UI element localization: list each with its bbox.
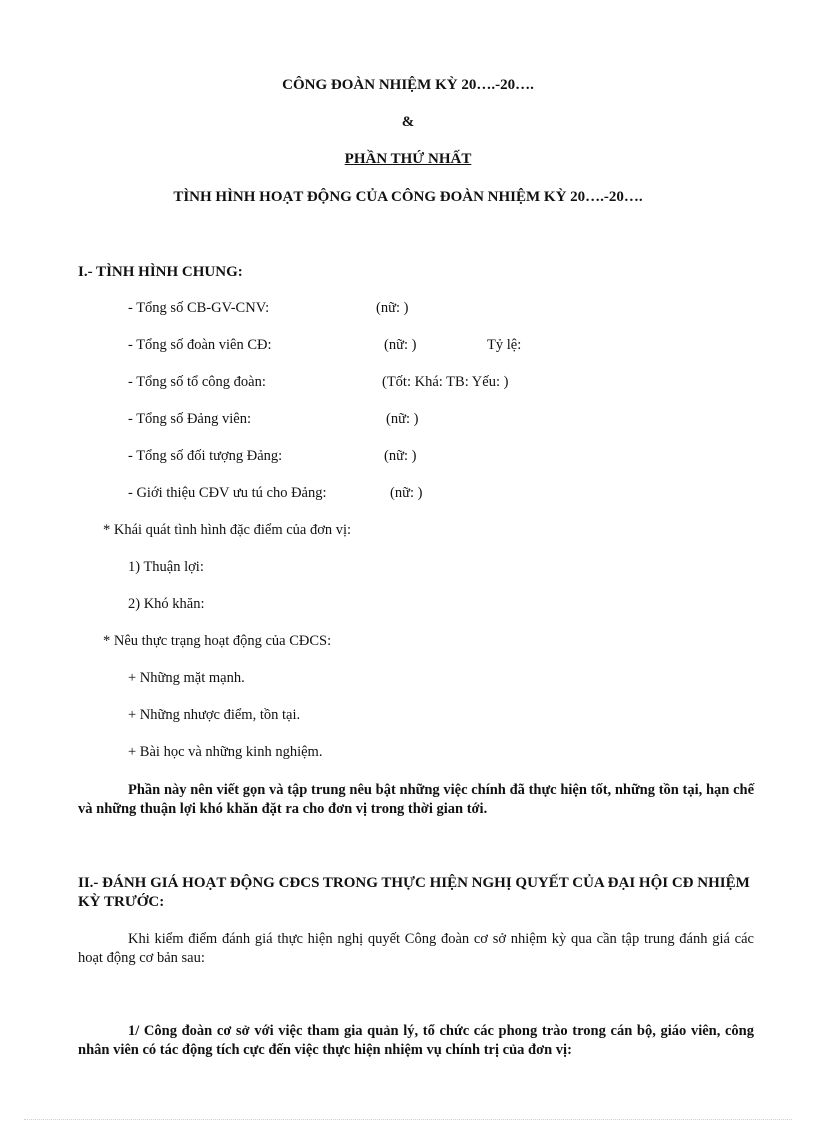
- list-item: + Bài học và những kinh nghiệm.: [128, 744, 323, 760]
- document-subtitle: TÌNH HÌNH HOẠT ĐỘNG CỦA CÔNG ĐOÀN NHIỆM KỲ 20….-20….: [173, 189, 643, 205]
- stat-value: (nữ: ): [386, 411, 419, 427]
- stat-label: - Tổng số đoàn viên CĐ:: [128, 337, 272, 353]
- stat-label: - Tổng số đối tượng Đảng:: [128, 448, 283, 464]
- section-1-note: Phần này nên viết gọn và tập trung nêu bật những việc chính đã thực hiện tốt, những tồn tại, hạn chế và những thuận lợi khó khăn đặt ra cho đơn vị trong thời gian tới.: [78, 782, 754, 817]
- stat-value: (nữ: ): [384, 448, 417, 464]
- stat-label: - Tổng số CB-GV-CNV:: [128, 300, 270, 316]
- stat-label: - Tổng số tổ công đoàn:: [128, 374, 266, 390]
- status-heading: * Nêu thực trạng hoạt động của CĐCS:: [103, 633, 332, 649]
- section-2-intro: Khi kiểm điểm đánh giá thực hiện nghị quyết Công đoàn cơ sở nhiệm kỳ qua cần tập trung đánh giá các hoạt động cơ bản sau:: [78, 931, 754, 966]
- list-item: + Những nhược điểm, tồn tại.: [128, 707, 301, 723]
- stat-label: - Tổng số Đảng viên:: [128, 411, 251, 427]
- list-item: 2) Khó khăn:: [128, 596, 205, 612]
- ampersand: &: [401, 114, 415, 130]
- section-1-heading: I.- TÌNH HÌNH CHUNG:: [78, 264, 243, 280]
- stat-extra: Tỷ lệ:: [487, 337, 522, 353]
- overview-heading: * Khái quát tình hình đặc điểm của đơn vị:: [103, 522, 352, 538]
- page-bottom-border: [24, 1119, 792, 1120]
- stat-value: (nữ: ): [390, 485, 423, 501]
- stat-value: (nữ: ): [376, 300, 409, 316]
- list-item: + Những mặt mạnh.: [128, 670, 245, 686]
- list-item: 1) Thuận lợi:: [128, 559, 204, 575]
- part-title: PHẦN THỨ NHẤT: [344, 151, 472, 167]
- stat-value: (nữ: ): [384, 337, 417, 353]
- section-2-heading: II.- ĐÁNH GIÁ HOẠT ĐỘNG CĐCS TRONG THỰC HIỆN NGHỊ QUYẾT CỦA ĐẠI HỘI CĐ NHIỆM KỲ TRƯỚC:: [78, 875, 750, 910]
- document-title: CÔNG ĐOÀN NHIỆM KỲ 20….-20….: [282, 77, 534, 93]
- section-2-item-1: 1/ Công đoàn cơ sở với việc tham gia quản lý, tổ chức các phong trào trong cán bộ, giáo viên, công nhân viên có tác động tích cực đến việc thực hiện nhiệm vụ chính trị của đơn vị:: [78, 1023, 754, 1058]
- stat-label: - Giới thiệu CĐV ưu tú cho Đảng:: [128, 485, 327, 501]
- stat-value: (Tốt: Khá: TB: Yếu: ): [382, 374, 509, 390]
